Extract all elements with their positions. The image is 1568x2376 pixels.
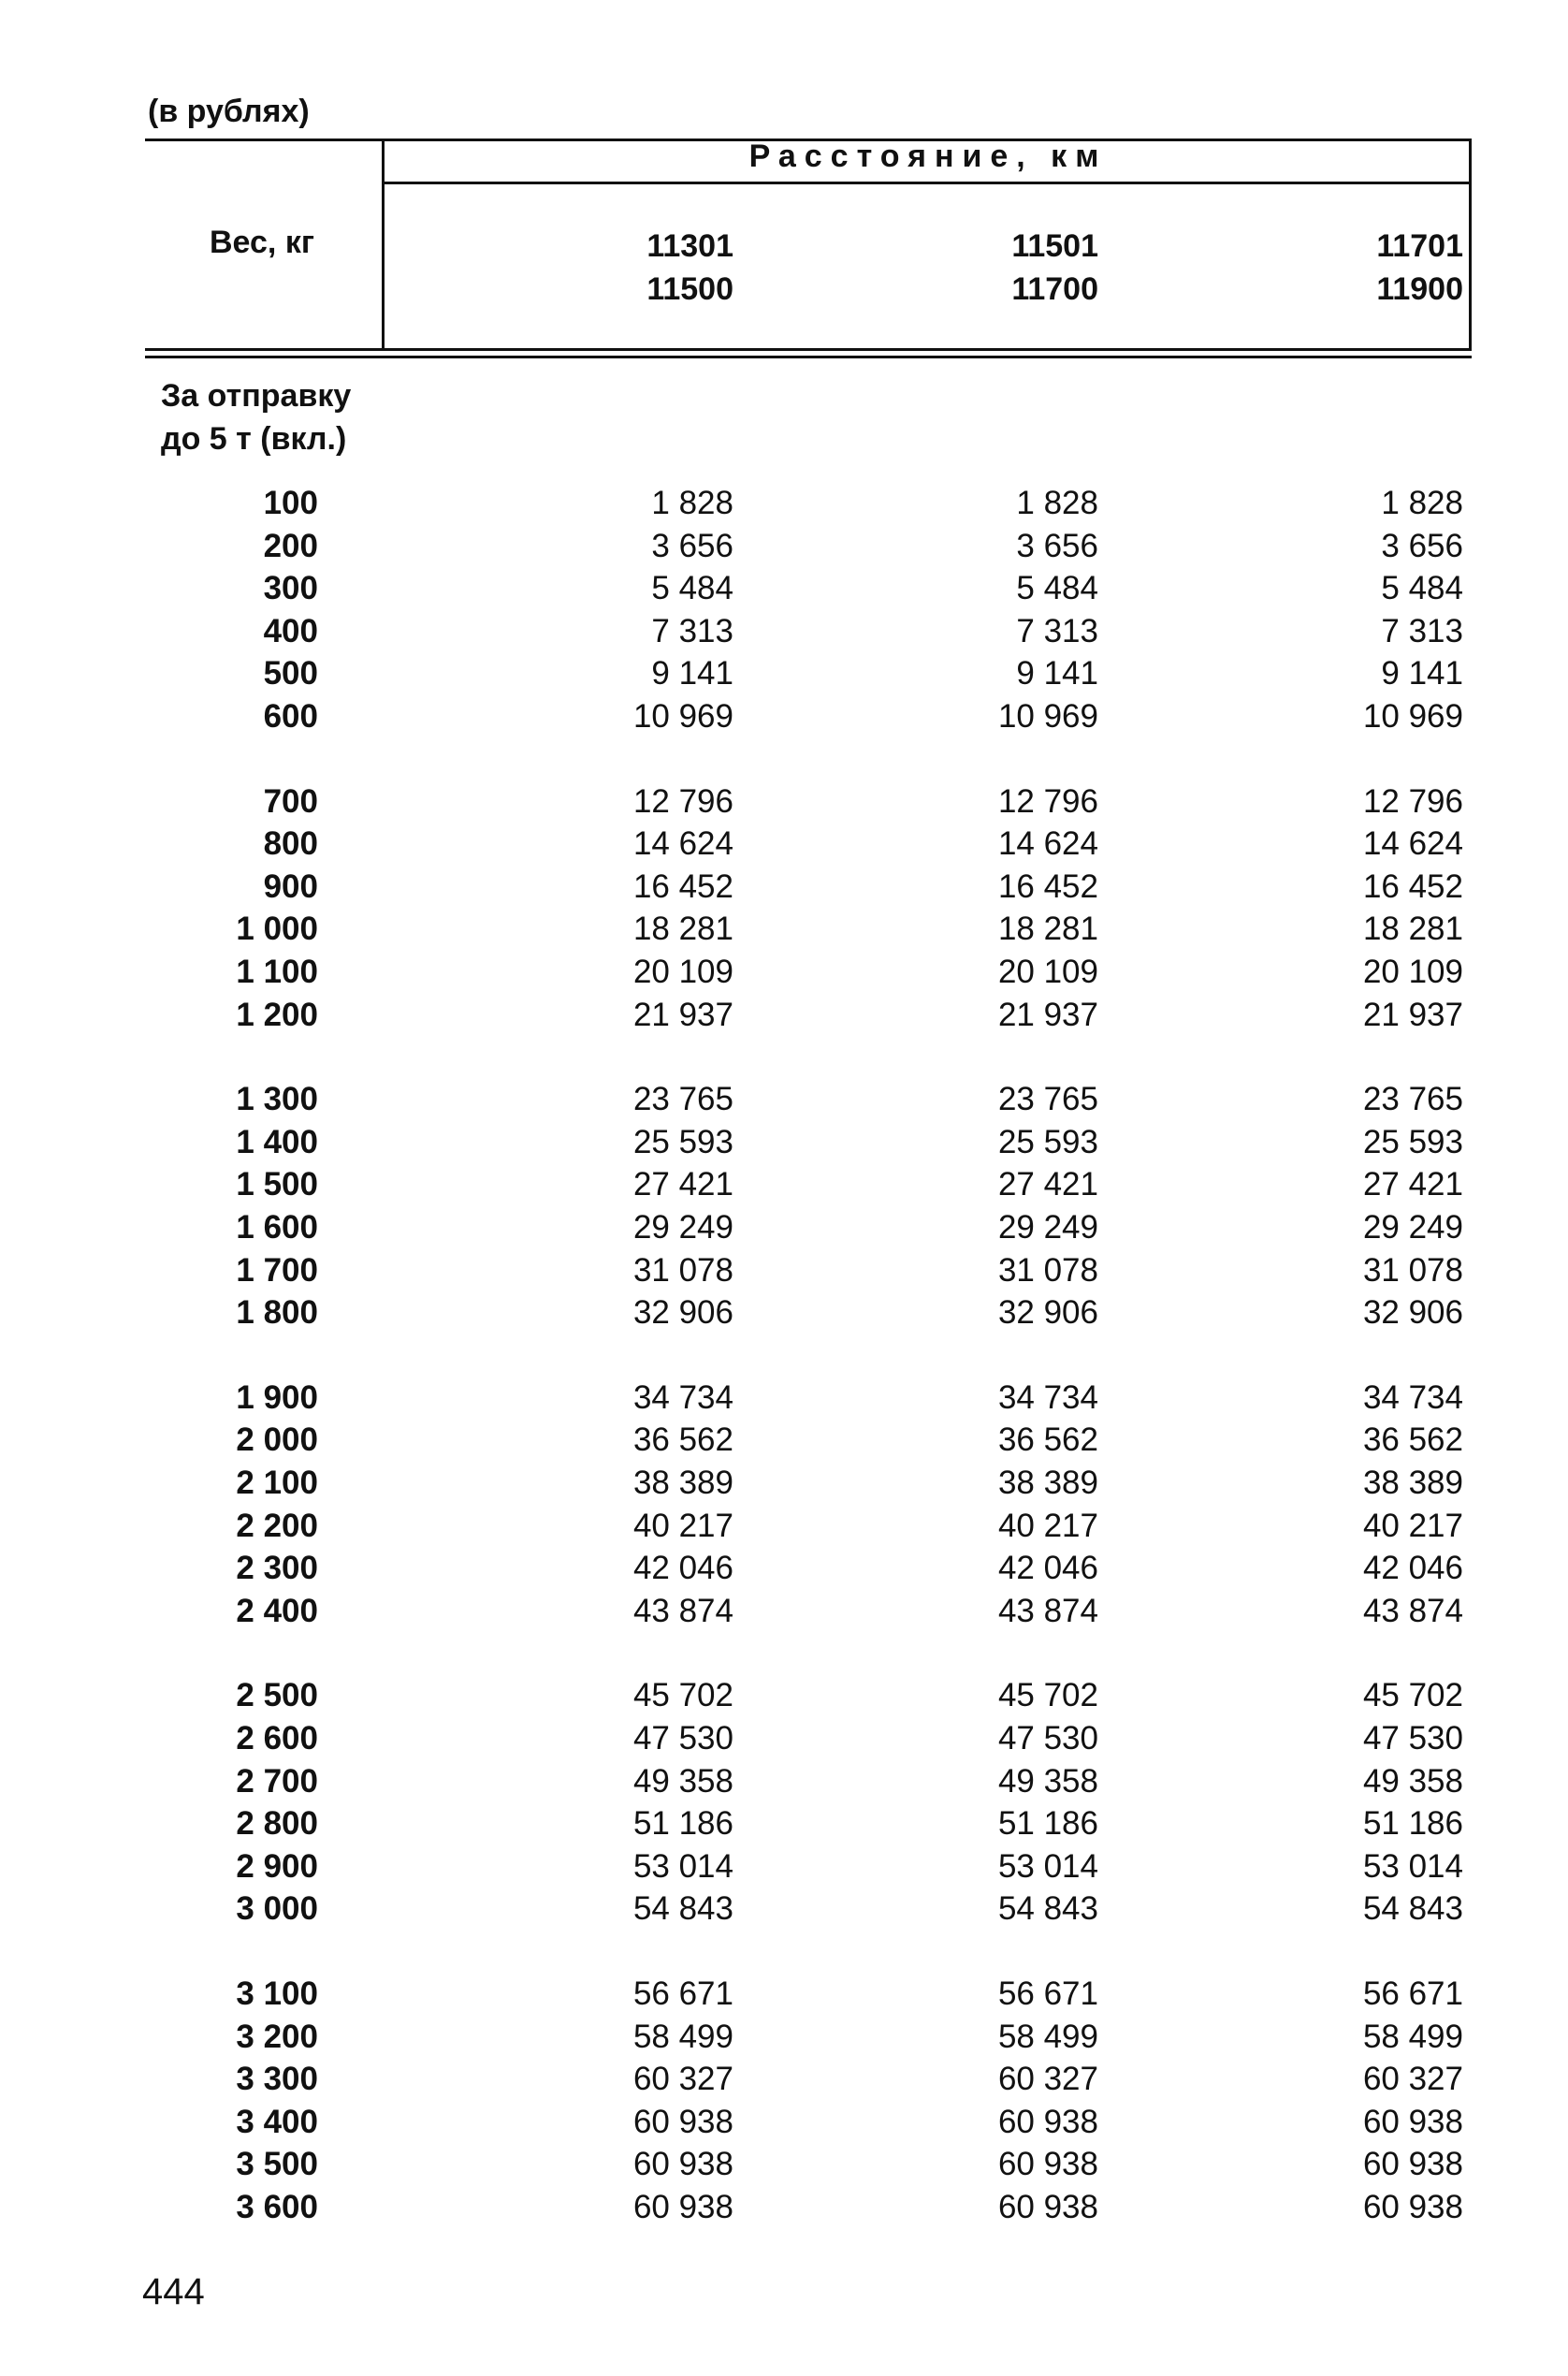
price-cell-range-3: 31 078 <box>1362 1251 1463 1289</box>
table-row <box>0 1802 1568 1845</box>
price-cell-range-1: 53 014 <box>632 1847 733 1885</box>
price-cell-range-1: 36 562 <box>632 1421 733 1459</box>
price-cell-range-3: 20 109 <box>1362 954 1463 990</box>
section-label <box>161 374 351 460</box>
price-cell-range-1: 38 389 <box>632 1465 733 1501</box>
price-cell-range-2: 51 186 <box>997 1805 1098 1843</box>
price-cell-range-1: 20 109 <box>632 954 733 990</box>
weight-cell: 3 000 <box>236 1890 318 1928</box>
weight-cell: 900 <box>263 867 318 905</box>
price-cell-range-3: 21 937 <box>1362 996 1463 1033</box>
price-cell-range-1: 16 452 <box>632 867 733 905</box>
weight-cell: 2 900 <box>236 1847 318 1885</box>
units-note: (в рублях) <box>148 94 310 129</box>
price-cell-range-1: 7 313 <box>651 612 733 649</box>
range-3 <box>1239 225 1463 311</box>
weight-cell: 200 <box>263 527 318 564</box>
table-row <box>0 695 1568 738</box>
price-cell-range-1: 10 969 <box>632 698 733 735</box>
price-cell-range-2: 9 141 <box>1016 655 1098 692</box>
price-cell-range-1: 47 530 <box>632 1720 733 1756</box>
price-cell-range-1: 27 421 <box>632 1166 733 1203</box>
table-row <box>0 1377 1568 1420</box>
price-cell-range-2: 25 593 <box>997 1123 1098 1160</box>
weight-cell: 1 100 <box>236 954 318 990</box>
price-cell-range-1: 60 938 <box>632 2189 733 2225</box>
weight-cell: 500 <box>263 655 318 692</box>
price-cell-range-2: 10 969 <box>997 698 1098 735</box>
price-cell-range-3: 9 141 <box>1381 655 1463 692</box>
weight-cell: 1 900 <box>236 1378 318 1416</box>
table-row <box>0 1462 1568 1505</box>
table-row <box>0 1291 1568 1334</box>
weight-cell: 1 200 <box>236 996 318 1033</box>
price-cell-range-2: 49 358 <box>997 1762 1098 1800</box>
table-row <box>0 567 1568 610</box>
price-cell-range-1: 31 078 <box>632 1251 733 1289</box>
price-cell-range-3: 7 313 <box>1381 612 1463 649</box>
price-cell-range-2: 60 938 <box>997 2103 1098 2140</box>
weight-cell: 100 <box>263 485 318 521</box>
price-cell-range-1: 60 327 <box>632 2061 733 2098</box>
weight-cell: 2 300 <box>236 1550 318 1587</box>
weight-cell: 1 000 <box>236 911 318 948</box>
weight-cell: 600 <box>263 698 318 735</box>
price-cell-range-2: 42 046 <box>997 1550 1098 1587</box>
weight-cell: 3 200 <box>236 2018 318 2055</box>
price-cell-range-1: 12 796 <box>632 782 733 820</box>
price-cell-range-1: 45 702 <box>632 1677 733 1714</box>
price-cell-range-2: 20 109 <box>997 954 1098 990</box>
price-cell-range-3: 10 969 <box>1362 698 1463 735</box>
price-cell-range-3: 53 014 <box>1362 1847 1463 1885</box>
price-cell-range-2: 23 765 <box>997 1081 1098 1118</box>
price-cell-range-3: 43 874 <box>1362 1592 1463 1629</box>
header-bottom-rule-2 <box>145 356 1472 358</box>
price-cell-range-1: 9 141 <box>651 655 733 692</box>
table-row <box>0 1590 1568 1633</box>
price-cell-range-1: 58 499 <box>632 2018 733 2055</box>
price-cell-range-2: 1 828 <box>1016 485 1098 521</box>
price-cell-range-3: 16 452 <box>1362 867 1463 905</box>
price-cell-range-3: 56 671 <box>1362 1975 1463 2012</box>
price-cell-range-2: 53 014 <box>997 1847 1098 1885</box>
range-2-to: 11700 <box>1011 271 1098 307</box>
table-row <box>0 823 1568 866</box>
price-cell-range-2: 27 421 <box>997 1166 1098 1203</box>
range-1-from: 11301 <box>646 228 733 264</box>
table-row <box>0 525 1568 568</box>
weight-cell: 2 600 <box>236 1720 318 1756</box>
table-row <box>0 1547 1568 1590</box>
price-cell-range-3: 25 593 <box>1362 1123 1463 1160</box>
weight-cell: 300 <box>263 570 318 607</box>
price-cell-range-3: 27 421 <box>1362 1166 1463 1203</box>
price-cell-range-1: 21 937 <box>632 996 733 1033</box>
weight-cell: 1 600 <box>236 1209 318 1246</box>
weight-cell: 1 500 <box>236 1166 318 1203</box>
table-row <box>0 2016 1568 2059</box>
price-cell-range-3: 60 938 <box>1362 2103 1463 2140</box>
price-cell-range-3: 47 530 <box>1362 1720 1463 1756</box>
weight-cell: 2 700 <box>236 1762 318 1800</box>
table-row <box>0 951 1568 994</box>
price-cell-range-2: 18 281 <box>997 911 1098 948</box>
table-row <box>0 1419 1568 1462</box>
price-cell-range-3: 18 281 <box>1362 911 1463 948</box>
price-cell-range-1: 18 281 <box>632 911 733 948</box>
price-cell-range-1: 51 186 <box>632 1805 733 1843</box>
table-row <box>0 908 1568 951</box>
price-cell-range-1: 32 906 <box>632 1294 733 1332</box>
weight-cell: 2 800 <box>236 1805 318 1843</box>
table-row <box>0 1078 1568 1121</box>
weight-cell: 3 600 <box>236 2189 318 2225</box>
price-cell-range-3: 51 186 <box>1362 1805 1463 1843</box>
price-cell-range-3: 23 765 <box>1362 1081 1463 1118</box>
table-row <box>0 652 1568 695</box>
price-cell-range-1: 42 046 <box>632 1550 733 1587</box>
table-row <box>0 1973 1568 2016</box>
table-row <box>0 1760 1568 1803</box>
table-row <box>0 2143 1568 2186</box>
price-cell-range-3: 49 358 <box>1362 1762 1463 1800</box>
price-cell-range-1: 43 874 <box>632 1592 733 1629</box>
page-number: 444 <box>142 2271 205 2312</box>
table-row <box>0 866 1568 909</box>
price-cell-range-1: 29 249 <box>632 1209 733 1246</box>
table-row <box>0 994 1568 1037</box>
weight-cell: 400 <box>263 612 318 649</box>
weight-cell: 2 100 <box>236 1465 318 1501</box>
weight-cell: 800 <box>263 825 318 863</box>
price-cell-range-2: 21 937 <box>997 996 1098 1033</box>
price-cell-range-3: 60 938 <box>1362 2146 1463 2183</box>
table-row <box>0 1505 1568 1548</box>
price-cell-range-1: 54 843 <box>632 1890 733 1928</box>
table-row <box>0 2101 1568 2144</box>
weight-cell: 3 100 <box>236 1975 318 2012</box>
price-cell-range-2: 47 530 <box>997 1720 1098 1756</box>
weight-header: Вес, кг <box>210 225 314 260</box>
range-2 <box>874 225 1098 311</box>
weight-cell: 3 400 <box>236 2103 318 2140</box>
price-cell-range-3: 32 906 <box>1362 1294 1463 1332</box>
distance-header: Расстояние, км <box>748 138 1108 174</box>
weight-cell: 2 200 <box>236 1507 318 1544</box>
price-cell-range-2: 29 249 <box>997 1209 1098 1246</box>
range-1-to: 11500 <box>646 271 733 307</box>
price-cell-range-1: 25 593 <box>632 1123 733 1160</box>
weight-cell: 1 700 <box>236 1251 318 1289</box>
weight-cell: 2 500 <box>236 1677 318 1714</box>
price-cell-range-1: 23 765 <box>632 1081 733 1118</box>
price-cell-range-3: 58 499 <box>1362 2018 1463 2055</box>
price-cell-range-2: 16 452 <box>997 867 1098 905</box>
section-label-line-1: За отправку <box>161 378 352 414</box>
table-row <box>0 1249 1568 1292</box>
price-cell-range-3: 5 484 <box>1381 570 1463 607</box>
price-cell-range-1: 3 656 <box>651 527 733 564</box>
price-cell-range-2: 32 906 <box>997 1294 1098 1332</box>
weight-cell: 1 800 <box>236 1294 318 1332</box>
table-row <box>0 780 1568 824</box>
price-cell-range-3: 45 702 <box>1362 1677 1463 1714</box>
range-3-to: 11900 <box>1376 271 1463 307</box>
price-cell-range-3: 42 046 <box>1362 1550 1463 1587</box>
price-cell-range-1: 49 358 <box>632 1762 733 1800</box>
price-cell-range-2: 56 671 <box>997 1975 1098 2012</box>
table-row <box>0 482 1568 525</box>
price-cell-range-3: 14 624 <box>1362 825 1463 863</box>
price-cell-range-2: 7 313 <box>1016 612 1098 649</box>
section-label-line-2: до 5 т (вкл.) <box>161 421 347 457</box>
weight-cell: 2 400 <box>236 1592 318 1629</box>
price-cell-range-1: 14 624 <box>632 825 733 863</box>
price-cell-range-2: 60 938 <box>997 2189 1098 2225</box>
price-cell-range-2: 5 484 <box>1016 570 1098 607</box>
range-1 <box>509 225 733 311</box>
price-cell-range-3: 34 734 <box>1362 1378 1463 1416</box>
table-row <box>0 610 1568 653</box>
price-cell-range-3: 38 389 <box>1362 1465 1463 1501</box>
table-row <box>0 2058 1568 2101</box>
price-cell-range-2: 31 078 <box>997 1251 1098 1289</box>
price-cell-range-2: 45 702 <box>997 1677 1098 1714</box>
price-cell-range-3: 36 562 <box>1362 1421 1463 1459</box>
table-row <box>0 1674 1568 1717</box>
price-cell-range-3: 1 828 <box>1381 485 1463 521</box>
price-cell-range-2: 38 389 <box>997 1465 1098 1501</box>
price-cell-range-3: 60 938 <box>1362 2189 1463 2225</box>
price-cell-range-2: 12 796 <box>997 782 1098 820</box>
table-row <box>0 2186 1568 2229</box>
table-row <box>0 1121 1568 1164</box>
range-2-from: 11501 <box>1011 228 1098 264</box>
price-cell-range-3: 12 796 <box>1362 782 1463 820</box>
table-row <box>0 1206 1568 1249</box>
price-cell-range-3: 29 249 <box>1362 1209 1463 1246</box>
price-cell-range-2: 34 734 <box>997 1378 1098 1416</box>
price-cell-range-3: 3 656 <box>1381 527 1463 564</box>
table-row <box>0 1888 1568 1931</box>
price-cell-range-2: 60 938 <box>997 2146 1098 2183</box>
price-cell-range-3: 60 327 <box>1362 2061 1463 2098</box>
price-cell-range-1: 60 938 <box>632 2103 733 2140</box>
weight-cell: 2 000 <box>236 1421 318 1459</box>
price-cell-range-1: 5 484 <box>651 570 733 607</box>
price-cell-range-2: 58 499 <box>997 2018 1098 2055</box>
price-cell-range-1: 56 671 <box>632 1975 733 2012</box>
price-cell-range-2: 43 874 <box>997 1592 1098 1629</box>
weight-cell: 1 400 <box>236 1123 318 1160</box>
price-cell-range-2: 40 217 <box>997 1507 1098 1544</box>
price-cell-range-2: 14 624 <box>997 825 1098 863</box>
range-3-from: 11701 <box>1376 228 1463 264</box>
price-cell-range-1: 60 938 <box>632 2146 733 2183</box>
price-cell-range-1: 1 828 <box>651 485 733 521</box>
weight-cell: 1 300 <box>236 1081 318 1118</box>
price-cell-range-2: 36 562 <box>997 1421 1098 1459</box>
price-cell-range-3: 54 843 <box>1362 1890 1463 1928</box>
price-cell-range-1: 34 734 <box>632 1378 733 1416</box>
price-cell-range-3: 40 217 <box>1362 1507 1463 1544</box>
weight-cell: 3 500 <box>236 2146 318 2183</box>
price-cell-range-2: 3 656 <box>1016 527 1098 564</box>
distance-underline-rule <box>382 182 1472 184</box>
price-cell-range-2: 54 843 <box>997 1890 1098 1928</box>
table-row <box>0 1163 1568 1206</box>
weight-cell: 3 300 <box>236 2061 318 2098</box>
header-bottom-rule-1 <box>145 348 1472 351</box>
table-row <box>0 1845 1568 1888</box>
price-cell-range-1: 40 217 <box>632 1507 733 1544</box>
price-cell-range-2: 60 327 <box>997 2061 1098 2098</box>
weight-cell: 700 <box>263 782 318 820</box>
table-row <box>0 1717 1568 1760</box>
